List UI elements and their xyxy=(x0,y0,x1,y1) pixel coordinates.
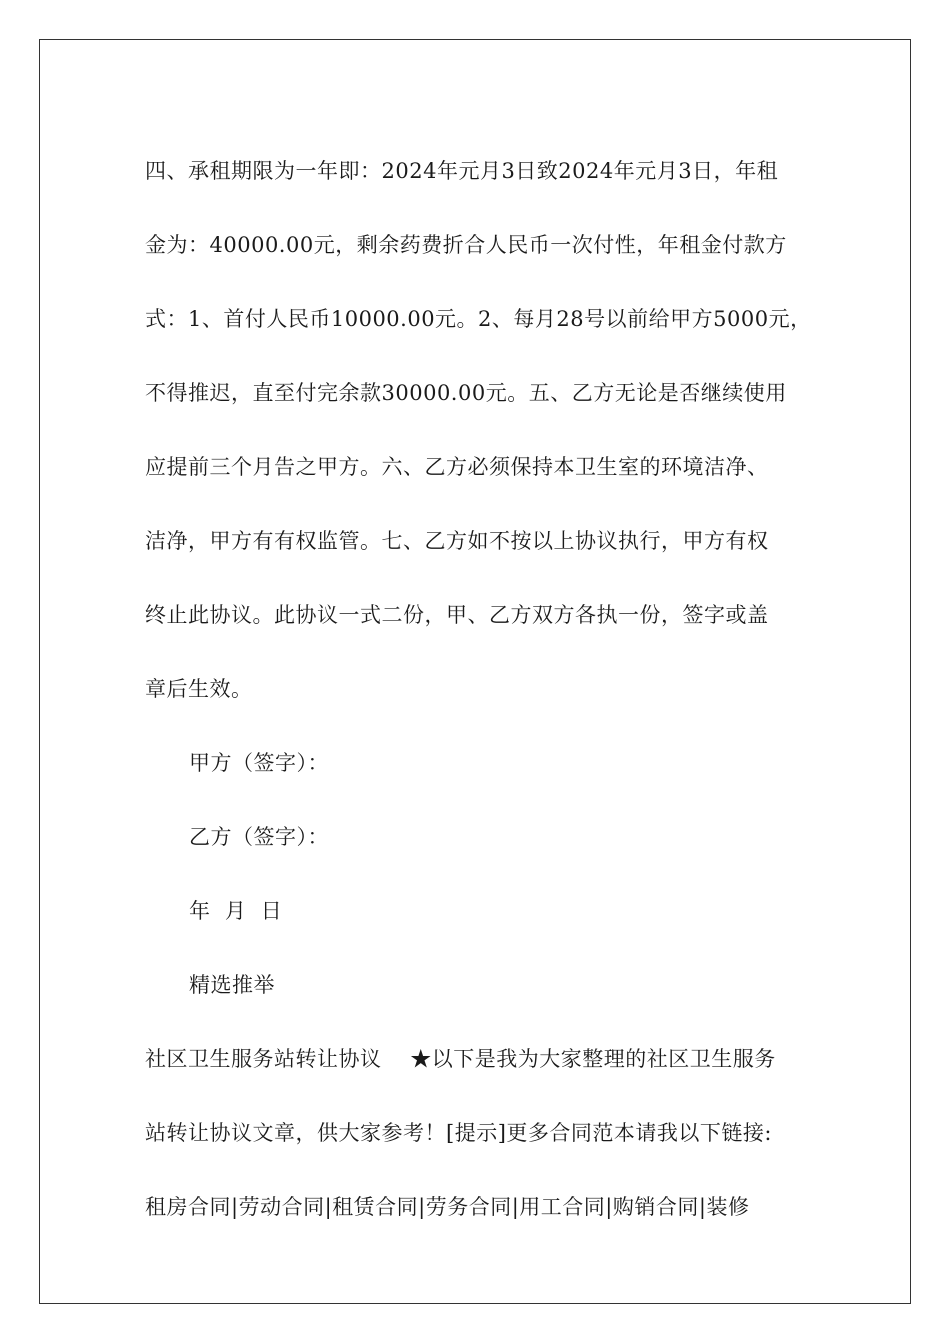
paragraph-line-3: 式：1、首付人民币10000.00元。2、每月28号以前给甲方5000元， xyxy=(145,307,812,331)
related-line-2: 站转让协议文章，供大家参考！[提示]更多合同范本请我以下链接: xyxy=(145,1121,772,1145)
paragraph-line-2: 金为：40000.00元，剩余药费折合人民币一次付性，年租金付款方 xyxy=(145,233,787,257)
recommend-heading: 精选推举 xyxy=(189,973,275,997)
related-line-1: 社区卫生服务站转让协议 ★以下是我为大家整理的社区卫生服务 xyxy=(145,1047,776,1071)
related-line-3[interactable]: 租房合同|劳动合同|租赁合同|劳务合同|用工合同|购销合同|装修 xyxy=(145,1195,750,1219)
paragraph-line-5: 应提前三个月告之甲方。六、乙方必须保持本卫生室的环境洁净、 xyxy=(145,455,769,479)
paragraph-line-7: 终止此协议。此协议一式二份，甲、乙方双方各执一份，签字或盖 xyxy=(145,603,769,627)
document-body xyxy=(145,134,825,1244)
date-line: 年 月 日 xyxy=(189,899,283,923)
paragraph-line-1: 四、承租期限为一年即：2024年元月3日致2024年元月3日，年租 xyxy=(145,159,779,183)
paragraph-line-4: 不得推迟，直至付完余款30000.00元。五、乙方无论是否继续使用 xyxy=(145,381,787,405)
paragraph-line-6: 洁净，甲方有有权监管。七、乙方如不按以上协议执行，甲方有权 xyxy=(145,529,769,553)
paragraph-line-8: 章后生效。 xyxy=(145,677,253,701)
party-a-signature: 甲方（签字）： xyxy=(189,751,329,775)
party-b-signature: 乙方（签字）： xyxy=(189,825,329,849)
